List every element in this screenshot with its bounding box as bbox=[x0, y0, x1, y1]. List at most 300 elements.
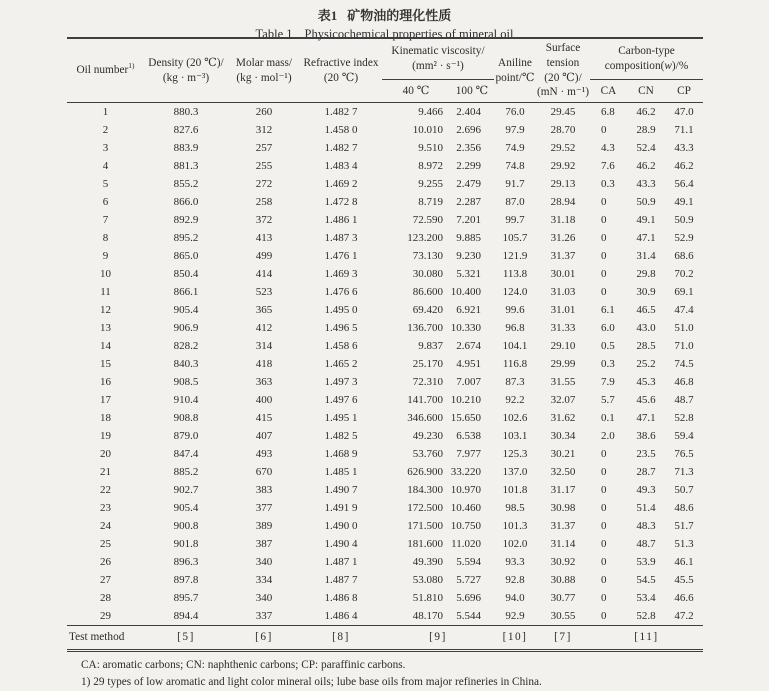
table-cell: 31.14 bbox=[550, 538, 576, 550]
table-cell: 30.34 bbox=[550, 430, 576, 442]
table-cell: 383 bbox=[255, 484, 273, 496]
table-cell: 1.482 7 bbox=[324, 142, 358, 154]
table-row bbox=[67, 283, 703, 301]
table-cell: 0.1 bbox=[601, 412, 615, 424]
table-cell: 29 bbox=[100, 610, 111, 622]
col-header-visc-40: 40 ℃ bbox=[402, 84, 430, 97]
table-cell: 4.951 bbox=[456, 358, 481, 370]
table-cell: 96.8 bbox=[505, 322, 525, 334]
table-cell: 1.491 9 bbox=[324, 502, 358, 514]
table-cell: 2.287 bbox=[456, 196, 481, 208]
table-cell: 31.37 bbox=[550, 520, 576, 532]
test-method-viscosity: [9] bbox=[429, 631, 447, 643]
table-cell: 1.487 1 bbox=[324, 556, 358, 568]
table-cell: 17 bbox=[100, 394, 111, 406]
table-cell: 523 bbox=[255, 286, 273, 298]
table-cell: 7.007 bbox=[456, 376, 481, 388]
table-cell: 0 bbox=[601, 592, 607, 604]
table-row bbox=[67, 571, 703, 589]
table-cell: 50.7 bbox=[674, 484, 694, 496]
table-cell: 52.8 bbox=[674, 412, 694, 424]
table-row bbox=[67, 463, 703, 481]
table-cell: 123.200 bbox=[407, 232, 443, 244]
table-cell: 68.6 bbox=[674, 250, 694, 262]
table-cell: 52.8 bbox=[636, 610, 656, 622]
table-cell: 2.356 bbox=[456, 142, 481, 154]
table-cell: 827.6 bbox=[173, 124, 199, 136]
table-cell: 51.3 bbox=[674, 538, 694, 550]
table-cell: 1.476 1 bbox=[324, 250, 358, 262]
table-cell: 400 bbox=[255, 394, 273, 406]
table-cell: 105.7 bbox=[502, 232, 528, 244]
table-cell: 4.3 bbox=[601, 142, 615, 154]
table-cell: 49.390 bbox=[412, 556, 443, 568]
table-cell: 11.020 bbox=[451, 538, 481, 550]
table-cell: 30.21 bbox=[550, 448, 576, 460]
table-cell: 9.230 bbox=[456, 250, 481, 262]
table-cell: 840.3 bbox=[173, 358, 199, 370]
table-cell: 124.0 bbox=[502, 286, 528, 298]
table-cell: 171.500 bbox=[407, 520, 443, 532]
table-cell: 53.080 bbox=[412, 574, 443, 586]
table-cell: 5.321 bbox=[456, 268, 481, 280]
table-cell: 8.972 bbox=[418, 160, 443, 172]
table-cell: 31.33 bbox=[550, 322, 576, 334]
table-number-en: Table 1 bbox=[255, 27, 293, 41]
table-cell: 28.5 bbox=[636, 340, 656, 352]
table-cell: 46.6 bbox=[674, 592, 694, 604]
table-cell: 0.5 bbox=[601, 340, 615, 352]
table-cell: 103.1 bbox=[502, 430, 528, 442]
oil-number-footnote-mark: 1) bbox=[128, 61, 135, 71]
table-cell: 0 bbox=[601, 196, 607, 208]
table-cell: 1.468 9 bbox=[324, 448, 358, 460]
table-cell: 1.472 8 bbox=[324, 196, 358, 208]
table-cell: 895.2 bbox=[173, 232, 199, 244]
col-header-cp: CP bbox=[677, 84, 691, 97]
table-cell: 30.92 bbox=[550, 556, 576, 568]
table-cell: 9.510 bbox=[418, 142, 443, 154]
col-header-molar-mass: Molar mass/ (kg · mol⁻¹) bbox=[235, 56, 293, 84]
properties-table bbox=[67, 37, 703, 652]
table-cell: 258 bbox=[255, 196, 273, 208]
table-cell: 10.010 bbox=[412, 124, 443, 136]
table-cell: 51.810 bbox=[412, 592, 443, 604]
table-cell: 1.490 0 bbox=[324, 520, 358, 532]
table-cell: 1.485 1 bbox=[324, 466, 358, 478]
table-cell: 372 bbox=[255, 214, 273, 226]
table-row bbox=[67, 229, 703, 247]
table-cell: 363 bbox=[255, 376, 273, 388]
table-cell: 30.77 bbox=[550, 592, 576, 604]
table-cell: 71.1 bbox=[674, 124, 694, 136]
table-cell: 38.6 bbox=[636, 430, 656, 442]
table-cell: 1.490 4 bbox=[324, 538, 358, 550]
table-cell: 407 bbox=[255, 430, 273, 442]
table-cell: 49.1 bbox=[636, 214, 656, 226]
table-cell: 51.7 bbox=[674, 520, 694, 532]
table-cell: 2.479 bbox=[456, 178, 481, 190]
table-cell: 1.486 4 bbox=[324, 610, 358, 622]
table-cell: 125.3 bbox=[502, 448, 528, 460]
table-cell: 902.7 bbox=[173, 484, 199, 496]
table-cell: 72.310 bbox=[412, 376, 443, 388]
table-cell: 93.3 bbox=[505, 556, 525, 568]
table-cell: 670 bbox=[255, 466, 273, 478]
table-cell: 29.13 bbox=[550, 178, 576, 190]
table-cell: 895.7 bbox=[173, 592, 199, 604]
table-cell: 53.4 bbox=[636, 592, 656, 604]
col-header-surface-tension: Surface tension (20 ℃)/ (mN · m⁻¹) bbox=[536, 42, 590, 99]
table-row bbox=[67, 103, 703, 122]
table-row bbox=[67, 157, 703, 175]
col-header-oil-number-label: Oil number bbox=[76, 64, 129, 77]
table-row bbox=[67, 121, 703, 139]
table-number-zh: 表1 bbox=[317, 8, 338, 23]
table-cell: 1.486 8 bbox=[324, 592, 358, 604]
table-cell: 48.170 bbox=[412, 610, 443, 622]
table-cell: 76.0 bbox=[505, 106, 525, 118]
table-cell: 24 bbox=[100, 520, 111, 532]
table-cell: 866.0 bbox=[173, 196, 199, 208]
table-cell: 46.2 bbox=[636, 160, 656, 172]
table-cell: 30.98 bbox=[550, 502, 576, 514]
col-header-refractive-index: Refractive index (20 ℃) bbox=[303, 56, 379, 84]
table-cell: 27 bbox=[100, 574, 111, 586]
table-cell: 69.420 bbox=[412, 304, 443, 316]
table-cell: 32.07 bbox=[550, 394, 576, 406]
col-header-cn: CN bbox=[638, 84, 654, 97]
table-cell: 29.45 bbox=[550, 106, 576, 118]
table-cell: 0 bbox=[601, 250, 607, 262]
table-cell: 29.92 bbox=[550, 160, 576, 172]
table-cell: 0 bbox=[601, 232, 607, 244]
table-title-zh-text: 矿物油的理化性质 bbox=[347, 8, 452, 23]
table-row bbox=[67, 427, 703, 445]
table-cell: 9.466 bbox=[418, 106, 443, 118]
table-cell: 1.469 3 bbox=[324, 268, 358, 280]
table-row bbox=[67, 265, 703, 283]
table-cell: 0 bbox=[601, 448, 607, 460]
table-cell: 102.6 bbox=[502, 412, 528, 424]
table-cell: 45.6 bbox=[636, 394, 656, 406]
table-cell: 94.0 bbox=[505, 592, 525, 604]
table-cell: 26 bbox=[100, 556, 111, 568]
table-cell: 31.01 bbox=[550, 304, 576, 316]
table-cell: 49.230 bbox=[412, 430, 443, 442]
table-cell: 257 bbox=[255, 142, 273, 154]
table-cell: 3 bbox=[102, 142, 109, 154]
table-cell: 51.4 bbox=[636, 502, 656, 514]
table-cell: 31.62 bbox=[550, 412, 576, 424]
table-cell: 54.5 bbox=[636, 574, 656, 586]
table-cell: 389 bbox=[255, 520, 273, 532]
table-cell: 414 bbox=[255, 268, 273, 280]
table-row bbox=[67, 373, 703, 391]
table-cell: 31.18 bbox=[550, 214, 576, 226]
table-cell: 0 bbox=[601, 268, 607, 280]
table-cell: 46.8 bbox=[674, 376, 694, 388]
table-cell: 33.220 bbox=[450, 466, 481, 478]
table-cell: 48.3 bbox=[636, 520, 656, 532]
table-cell: 2.299 bbox=[456, 160, 481, 172]
table-cell: 97.9 bbox=[505, 124, 525, 136]
table-cell: 1.465 2 bbox=[324, 358, 358, 370]
table-header bbox=[67, 38, 703, 103]
table-cell: 0 bbox=[601, 502, 607, 514]
table-cell: 46.2 bbox=[636, 106, 656, 118]
table-cell: 10.970 bbox=[450, 484, 481, 496]
table-cell: 0 bbox=[601, 286, 607, 298]
table-cell: 1.458 0 bbox=[324, 124, 358, 136]
table-cell: 2.696 bbox=[456, 124, 481, 136]
table-row bbox=[67, 211, 703, 229]
footnote-oil-description: 1) 29 types of low aromatic and light color mineral oils; lube base oils from major refineries in China. bbox=[81, 676, 542, 689]
table-cell: 31.37 bbox=[550, 250, 576, 262]
table-cell: 9.837 bbox=[418, 340, 443, 352]
table-cell: 377 bbox=[255, 502, 273, 514]
table-cell: 1.486 1 bbox=[324, 214, 358, 226]
table-row bbox=[67, 355, 703, 373]
table-cell: 897.8 bbox=[173, 574, 199, 586]
table-cell: 172.500 bbox=[407, 502, 443, 514]
table-cell: 340 bbox=[255, 556, 273, 568]
table-cell: 76.5 bbox=[674, 448, 694, 460]
table-cell: 70.2 bbox=[674, 268, 694, 280]
col-header-carbon-type: Carbon-type composition(w)/% bbox=[590, 38, 703, 80]
table-cell: 906.9 bbox=[173, 322, 199, 334]
table-cell: 10.330 bbox=[450, 322, 481, 334]
table-cell: 30.55 bbox=[550, 610, 576, 622]
table-cell: 0 bbox=[601, 466, 607, 478]
table-row bbox=[67, 175, 703, 193]
table-cell: 30.9 bbox=[636, 286, 656, 298]
table-cell: 10.400 bbox=[450, 286, 481, 298]
table-cell: 881.3 bbox=[173, 160, 199, 172]
table-cell: 28.70 bbox=[550, 124, 576, 136]
table-cell: 73.130 bbox=[412, 250, 443, 262]
table-cell: 30.01 bbox=[550, 268, 576, 280]
table-row bbox=[67, 445, 703, 463]
table-cell: 2.0 bbox=[601, 430, 615, 442]
table-row bbox=[67, 517, 703, 535]
table-cell: 6.1 bbox=[601, 304, 615, 316]
table-cell: 99.6 bbox=[505, 304, 525, 316]
table-cell: 23.5 bbox=[636, 448, 656, 460]
table-cell: 1.495 0 bbox=[324, 304, 358, 316]
table-cell: 32.50 bbox=[550, 466, 576, 478]
table-cell: 48.7 bbox=[674, 394, 694, 406]
table-cell: 15.650 bbox=[450, 412, 481, 424]
table-cell: 626.900 bbox=[407, 466, 443, 478]
test-method-aniline: [10] bbox=[502, 631, 528, 643]
table-cell: 47.1 bbox=[636, 232, 656, 244]
table-cell: 865.0 bbox=[173, 250, 199, 262]
table-cell: 905.4 bbox=[173, 502, 199, 514]
col-header-oil-number bbox=[67, 38, 144, 103]
table-cell: 22 bbox=[100, 484, 111, 496]
table-cell: 12 bbox=[100, 304, 111, 316]
table-cell: 255 bbox=[255, 160, 273, 172]
table-cell: 334 bbox=[255, 574, 273, 586]
col-header-ca: CA bbox=[600, 84, 617, 97]
table-cell: 418 bbox=[255, 358, 273, 370]
table-cell: 74.5 bbox=[674, 358, 694, 370]
table-cell: 0 bbox=[601, 538, 607, 550]
table-cell: 340 bbox=[255, 592, 273, 604]
table-cell: 23 bbox=[100, 502, 111, 514]
table-row bbox=[67, 589, 703, 607]
table-cell: 99.7 bbox=[505, 214, 525, 226]
table-cell: 847.4 bbox=[173, 448, 199, 460]
table-cell: 892.9 bbox=[173, 214, 199, 226]
table-cell: 53.9 bbox=[636, 556, 656, 568]
table-cell: 98.5 bbox=[505, 502, 525, 514]
table-cell: 87.3 bbox=[505, 376, 525, 388]
table-cell: 1.487 7 bbox=[324, 574, 358, 586]
table-cell: 1.497 6 bbox=[324, 394, 358, 406]
test-method-density: [5] bbox=[177, 631, 195, 643]
table-cell: 260 bbox=[255, 106, 273, 118]
table-row bbox=[67, 481, 703, 499]
table-cell: 10.460 bbox=[450, 502, 481, 514]
table-cell: 50.9 bbox=[674, 214, 694, 226]
table-row bbox=[67, 337, 703, 355]
table-cell: 5.696 bbox=[456, 592, 481, 604]
table-cell: 365 bbox=[255, 304, 273, 316]
table-cell: 113.8 bbox=[502, 268, 528, 280]
table-cell: 7.977 bbox=[456, 448, 481, 460]
table-cell: 5.544 bbox=[456, 610, 481, 622]
table-cell: 101.8 bbox=[502, 484, 528, 496]
table-row bbox=[67, 499, 703, 517]
test-method-refractive: [8] bbox=[332, 631, 350, 643]
table-cell: 49.3 bbox=[636, 484, 656, 496]
table-cell: 0 bbox=[601, 574, 607, 586]
table-cell: 5.727 bbox=[456, 574, 481, 586]
table-cell: 43.0 bbox=[636, 322, 656, 334]
table-cell: 21 bbox=[100, 466, 111, 478]
table-cell: 47.2 bbox=[674, 610, 694, 622]
test-method-row bbox=[67, 626, 703, 651]
table-cell: 0.3 bbox=[601, 358, 615, 370]
table-cell: 4 bbox=[102, 160, 109, 172]
table-cell: 896.3 bbox=[173, 556, 199, 568]
table-cell: 908.5 bbox=[173, 376, 199, 388]
table-cell: 2 bbox=[102, 124, 109, 136]
table-cell: 92.8 bbox=[505, 574, 525, 586]
table-cell: 1.495 1 bbox=[324, 412, 358, 424]
table-cell: 0 bbox=[601, 610, 607, 622]
table-cell: 181.600 bbox=[407, 538, 443, 550]
table-cell: 866.1 bbox=[173, 286, 199, 298]
table-cell: 415 bbox=[255, 412, 273, 424]
table-row bbox=[67, 409, 703, 427]
table-cell: 314 bbox=[255, 340, 273, 352]
table-cell: 6.0 bbox=[601, 322, 615, 334]
table-cell: 51.0 bbox=[674, 322, 694, 334]
table-cell: 10.210 bbox=[450, 394, 481, 406]
table-cell: 74.9 bbox=[505, 142, 525, 154]
table-container bbox=[67, 37, 703, 691]
table-cell: 87.0 bbox=[505, 196, 525, 208]
table-cell: 29.8 bbox=[636, 268, 656, 280]
table-cell: 121.9 bbox=[502, 250, 528, 262]
table-cell: 28.9 bbox=[636, 124, 656, 136]
table-cell: 28.7 bbox=[636, 466, 656, 478]
table-cell: 29.99 bbox=[550, 358, 576, 370]
table-cell: 7.9 bbox=[601, 376, 615, 388]
table-cell: 1.469 2 bbox=[324, 178, 358, 190]
table-cell: 18 bbox=[100, 412, 111, 424]
table-cell: 48.6 bbox=[674, 502, 694, 514]
table-cell: 10.750 bbox=[450, 520, 481, 532]
table-row bbox=[67, 607, 703, 626]
table-cell: 7.6 bbox=[601, 160, 615, 172]
table-cell: 92.2 bbox=[505, 394, 525, 406]
table-row bbox=[67, 391, 703, 409]
table-cell: 136.700 bbox=[407, 322, 443, 334]
table-cell: 6.538 bbox=[456, 430, 481, 442]
table-cell: 45.3 bbox=[636, 376, 656, 388]
table-cell: 6.921 bbox=[456, 304, 481, 316]
test-method-molar: [6] bbox=[255, 631, 273, 643]
table-cell: 883.9 bbox=[173, 142, 199, 154]
table-cell: 53.760 bbox=[412, 448, 443, 460]
table-cell: 71.3 bbox=[674, 466, 694, 478]
table-cell: 499 bbox=[255, 250, 273, 262]
table-cell: 880.3 bbox=[173, 106, 199, 118]
table-cell: 0 bbox=[601, 520, 607, 532]
table-cell: 346.600 bbox=[407, 412, 443, 424]
table-cell: 5.7 bbox=[601, 394, 615, 406]
table-cell: 92.9 bbox=[505, 610, 525, 622]
table-cell: 25 bbox=[100, 538, 111, 550]
table-cell: 30.080 bbox=[412, 268, 443, 280]
table-cell: 1.482 7 bbox=[324, 106, 358, 118]
table-cell: 879.0 bbox=[173, 430, 199, 442]
col-header-aniline-point: Aniline point/℃ bbox=[495, 56, 535, 84]
table-cell: 46.2 bbox=[674, 160, 694, 172]
table-cell: 25.170 bbox=[412, 358, 443, 370]
table-cell: 5 bbox=[102, 178, 109, 190]
table-cell: 1.487 3 bbox=[324, 232, 358, 244]
table-cell: 1.490 7 bbox=[324, 484, 358, 496]
table-row bbox=[67, 535, 703, 553]
col-header-density: Density (20 ℃)/ (kg · m⁻³) bbox=[148, 56, 224, 84]
table-cell: 9.255 bbox=[418, 178, 443, 190]
table-cell: 50.9 bbox=[636, 196, 656, 208]
table-cell: 43.3 bbox=[636, 178, 656, 190]
table-cell: 28.94 bbox=[550, 196, 576, 208]
table-cell: 86.600 bbox=[412, 286, 443, 298]
table-cell: 6 bbox=[102, 196, 109, 208]
table-cell: 7.201 bbox=[456, 214, 481, 226]
table-cell: 29.10 bbox=[550, 340, 576, 352]
table-cell: 52.9 bbox=[674, 232, 694, 244]
table-cell: 101.3 bbox=[502, 520, 528, 532]
table-cell: 31.03 bbox=[550, 286, 576, 298]
table-cell: 31.4 bbox=[636, 250, 656, 262]
table-cell: 1 bbox=[102, 106, 109, 118]
table-cell: 137.0 bbox=[502, 466, 528, 478]
table-cell: 493 bbox=[255, 448, 273, 460]
table-cell: 31.26 bbox=[550, 232, 576, 244]
table-cell: 7 bbox=[102, 214, 109, 226]
table-cell: 2.674 bbox=[456, 340, 481, 352]
table-row bbox=[67, 553, 703, 571]
test-method-carbon: [11] bbox=[634, 631, 659, 643]
